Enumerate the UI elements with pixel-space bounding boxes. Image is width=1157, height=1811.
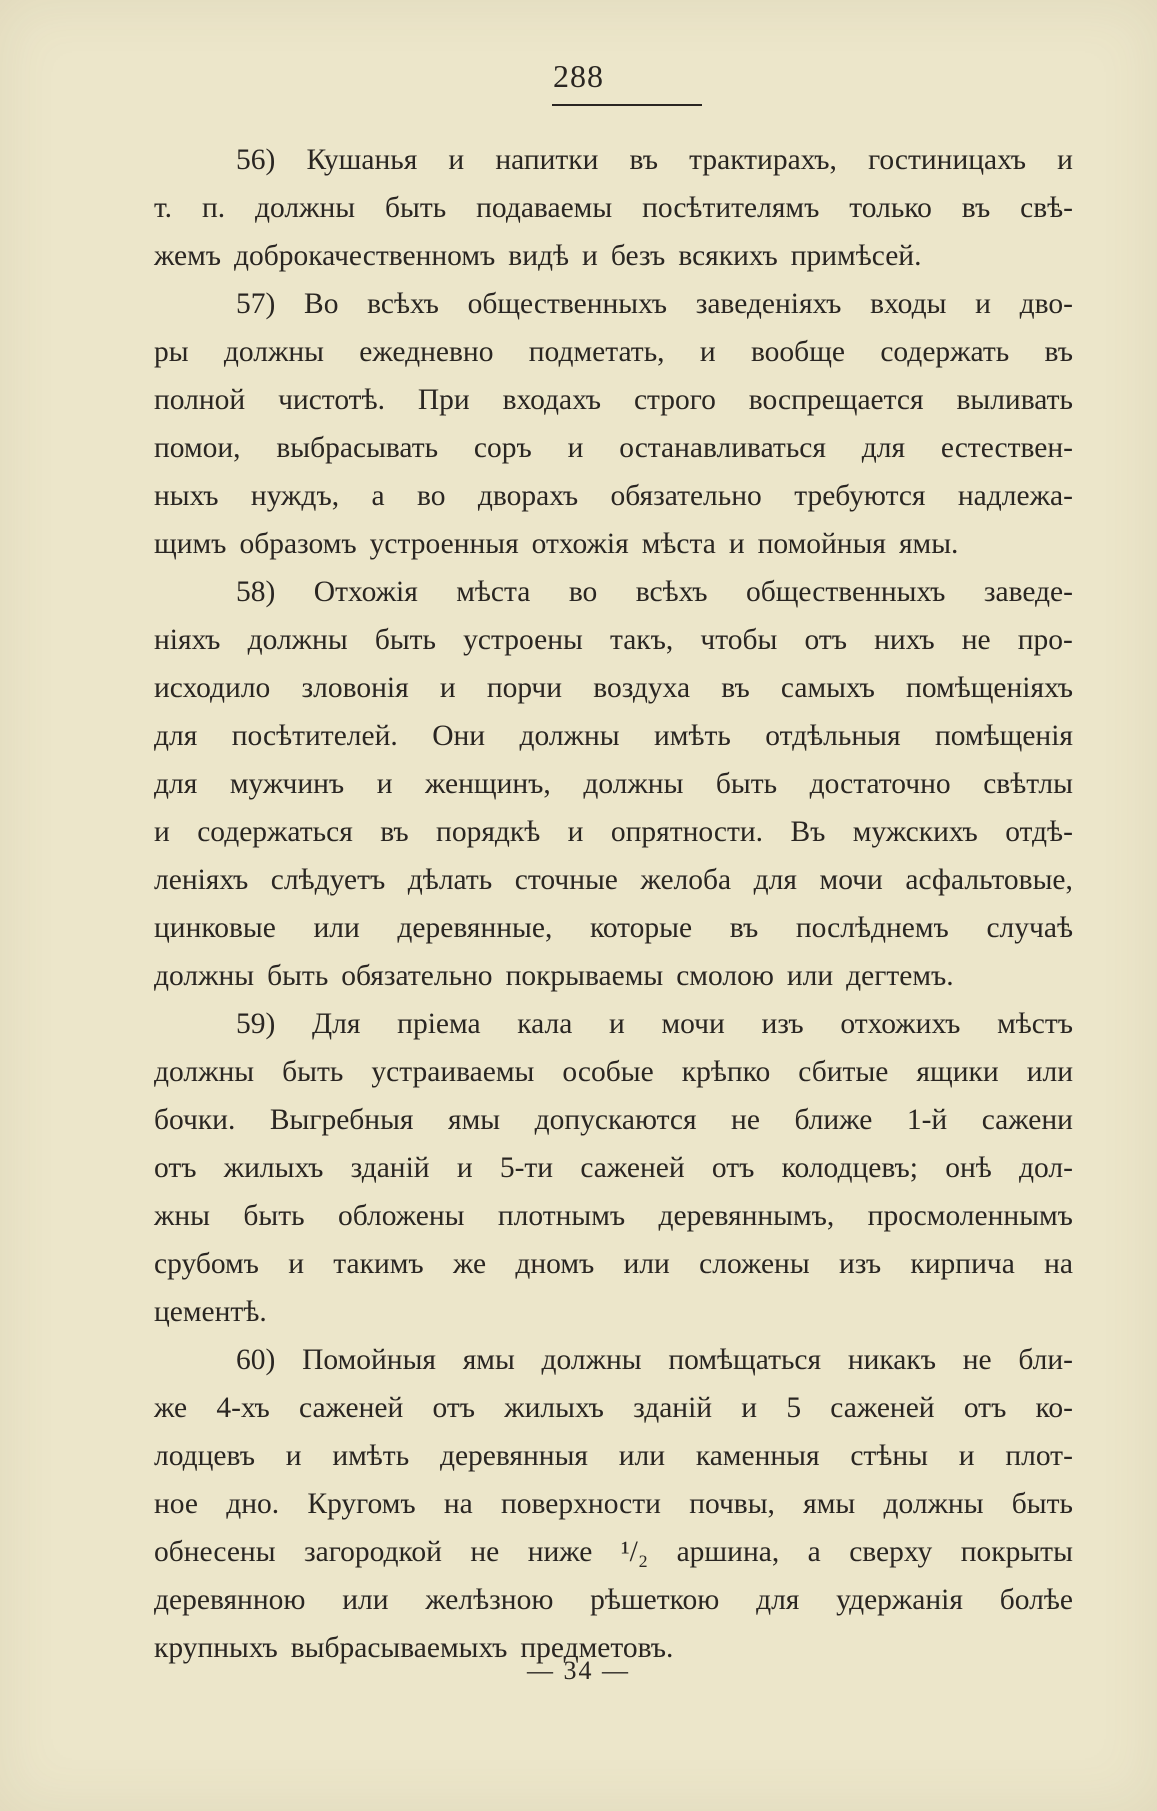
- word: обнесены: [154, 1536, 276, 1568]
- word: всѣхъ: [367, 288, 439, 320]
- word: саженей: [299, 1392, 404, 1424]
- word: ближе: [794, 1104, 873, 1136]
- word: имѣть: [654, 720, 731, 752]
- word: пріема: [397, 1008, 481, 1040]
- word: 58): [236, 576, 276, 608]
- word: не: [470, 1536, 500, 1568]
- word: общественныхъ: [745, 576, 946, 608]
- word: лодцевъ: [154, 1440, 255, 1472]
- word: въ: [961, 192, 991, 224]
- word: входы: [870, 288, 947, 320]
- word: загородкой: [303, 1536, 442, 1568]
- word: всѣхъ: [635, 576, 708, 608]
- word: и: [285, 1440, 302, 1472]
- word: доброкачественномъ: [234, 240, 496, 272]
- text-line: [154, 424, 1073, 472]
- word: 56): [236, 144, 276, 176]
- word: 1-й: [906, 1104, 948, 1136]
- word: мужскихъ: [852, 816, 978, 848]
- text-line: [154, 712, 1073, 760]
- word: отъ: [711, 1152, 755, 1184]
- word: соръ: [473, 432, 532, 464]
- word: свѣ-: [1020, 192, 1073, 224]
- word: должны: [223, 336, 324, 368]
- word: чистотѣ.: [278, 384, 385, 416]
- word: безъ: [610, 240, 666, 272]
- text-line: [154, 376, 1073, 424]
- word: или: [313, 912, 360, 944]
- word: или: [618, 1440, 666, 1472]
- word: ниже: [527, 1536, 593, 1568]
- word: выбрасывать: [276, 432, 439, 464]
- word: для: [154, 768, 198, 800]
- word: или: [342, 1584, 389, 1616]
- word: имѣть: [332, 1440, 410, 1472]
- word: подаваемы: [476, 192, 613, 224]
- word: и: [741, 1392, 758, 1424]
- word: деревянныя: [439, 1440, 588, 1472]
- word: и: [288, 1248, 305, 1280]
- word: сверху: [849, 1536, 933, 1568]
- word: дѣлать: [407, 864, 493, 896]
- word: нихъ: [874, 624, 935, 656]
- word: ніяхъ: [154, 624, 221, 656]
- word: дномъ: [515, 1248, 595, 1280]
- word: помѣщеніяхъ: [906, 672, 1073, 704]
- word: и: [975, 288, 991, 320]
- word: дворахъ: [477, 480, 579, 512]
- word: и: [439, 672, 456, 704]
- word: а: [807, 1536, 821, 1568]
- word: ямы.: [898, 528, 959, 560]
- word: во: [568, 576, 598, 608]
- word: выливать: [956, 384, 1073, 416]
- word: жилыхъ: [223, 1152, 324, 1184]
- word: покрыты: [960, 1536, 1073, 1568]
- word: отхожихъ: [840, 1008, 961, 1040]
- word: видѣ: [508, 240, 570, 272]
- word: 5: [786, 1392, 802, 1424]
- word: особые: [562, 1056, 654, 1088]
- word: Во: [304, 288, 339, 320]
- word: и: [582, 240, 598, 272]
- text-line: [154, 1048, 1073, 1096]
- word: во: [416, 480, 446, 512]
- word: жемъ: [154, 240, 222, 272]
- text-line: [154, 616, 1073, 664]
- word: случаѣ: [986, 912, 1073, 944]
- word: мочи: [661, 1008, 725, 1040]
- text-line: [154, 1576, 1073, 1624]
- word: стѣны: [850, 1440, 928, 1472]
- word: такъ,: [609, 624, 674, 656]
- word: ры: [154, 336, 189, 368]
- word: должны: [154, 960, 255, 992]
- word: для: [861, 432, 906, 464]
- word: дно.: [226, 1488, 280, 1520]
- word: помѣщаться: [668, 1344, 822, 1376]
- word: быть: [1011, 1488, 1073, 1520]
- word: саженей: [830, 1392, 935, 1424]
- word: деревяннымъ,: [658, 1200, 835, 1232]
- word: же: [452, 1248, 487, 1280]
- word: примѣсей.: [790, 240, 922, 272]
- word: гостиницахъ: [868, 144, 1027, 176]
- word: содержаться: [197, 816, 353, 848]
- text-line: [154, 1192, 1073, 1240]
- word: желоба: [640, 864, 732, 896]
- word: мужчинъ: [229, 768, 345, 800]
- word: воспрещается: [748, 384, 924, 416]
- word: 57): [236, 288, 276, 320]
- word: 59): [236, 1008, 276, 1040]
- word: въ: [729, 912, 759, 944]
- word: и: [456, 1152, 473, 1184]
- word: деревянною: [154, 1584, 306, 1616]
- word: и: [728, 528, 745, 560]
- word: должны: [247, 624, 348, 656]
- word: асфальтовые,: [905, 864, 1073, 896]
- word: или: [623, 1248, 670, 1280]
- word: въ: [629, 144, 658, 176]
- word: не: [961, 624, 991, 656]
- word: изъ: [761, 1008, 804, 1040]
- signature-mark: — 34 —: [527, 1656, 630, 1685]
- word: послѣднемъ: [795, 912, 949, 944]
- word: исходило: [154, 672, 271, 704]
- word: останавливаться: [619, 432, 826, 464]
- word: отъ: [963, 1392, 1007, 1424]
- word: быть: [267, 960, 329, 992]
- word: сложены: [699, 1248, 810, 1280]
- word: въ: [380, 816, 409, 848]
- word: полной: [154, 384, 246, 416]
- word: всякихъ: [678, 240, 778, 272]
- word: для: [154, 720, 198, 752]
- word: опрятности.: [610, 816, 764, 848]
- word: каменныя: [695, 1440, 820, 1472]
- word: щимъ: [154, 528, 227, 560]
- word: обложены: [337, 1200, 465, 1232]
- word: дол-: [1019, 1152, 1073, 1184]
- word: строго: [633, 384, 716, 416]
- word: мѣстъ: [997, 1008, 1073, 1040]
- text-line: [154, 1144, 1073, 1192]
- word: бли-: [1018, 1344, 1073, 1376]
- word: 4-хъ: [216, 1392, 270, 1424]
- word: общественныхъ: [467, 288, 667, 320]
- word: 5-ти: [499, 1152, 554, 1184]
- word: которые: [589, 912, 693, 944]
- word: и: [154, 816, 170, 848]
- page-number-rule: [552, 104, 702, 106]
- word: чтобы: [700, 624, 778, 656]
- word: отдѣльныя: [765, 720, 901, 752]
- word: въ: [1044, 336, 1073, 368]
- text-line: [154, 184, 1073, 232]
- word: почвы,: [689, 1488, 775, 1520]
- word: Выгребныя: [269, 1104, 414, 1136]
- word: ямы: [803, 1488, 856, 1520]
- word: ное: [154, 1488, 198, 1520]
- text-line: [154, 1288, 1073, 1336]
- word: болѣе: [999, 1584, 1073, 1616]
- word: заведе-: [983, 576, 1073, 608]
- word: Для: [312, 1008, 361, 1040]
- word: про-: [1017, 624, 1073, 656]
- word: дегтемъ.: [846, 960, 954, 992]
- word: обязательно: [610, 480, 762, 512]
- word: Помойныя: [302, 1344, 436, 1376]
- body-text: [154, 136, 1073, 1672]
- word: и: [567, 816, 584, 848]
- word: воздуха: [593, 672, 691, 704]
- word: рѣшеткою: [590, 1584, 720, 1616]
- word: зловонія: [301, 672, 409, 704]
- word: и: [448, 144, 465, 176]
- word: ямы: [462, 1344, 515, 1376]
- word: мочи: [819, 864, 883, 896]
- word: порядкѣ: [436, 816, 541, 848]
- text-line: [154, 952, 1073, 1000]
- word: входахъ: [502, 384, 602, 416]
- word: крупныхъ: [154, 1632, 278, 1664]
- word: должны: [519, 720, 620, 752]
- word: естествен-: [940, 432, 1073, 464]
- word: а: [371, 480, 385, 512]
- word: должны: [255, 192, 356, 224]
- word: и: [699, 336, 716, 368]
- word: нуждъ,: [250, 480, 340, 512]
- word: посѣтителямъ: [642, 192, 820, 224]
- word: мѣста: [456, 576, 531, 608]
- word: быть: [715, 768, 778, 800]
- word: самыхъ: [780, 672, 875, 704]
- text-line: [154, 1384, 1073, 1432]
- word: и: [376, 768, 393, 800]
- word: деревянные,: [397, 912, 553, 944]
- word: и: [567, 432, 584, 464]
- word: удержанія: [836, 1584, 963, 1616]
- word: быть: [385, 192, 447, 224]
- word: посѣтителей.: [231, 720, 398, 752]
- word: выбрасываемыхъ: [290, 1632, 508, 1664]
- word: или: [1026, 1056, 1073, 1088]
- word: крѣпко: [681, 1056, 771, 1088]
- word: устроены: [463, 624, 583, 656]
- word: обязательно: [341, 960, 493, 992]
- word: аршина,: [676, 1536, 780, 1568]
- word: изъ: [838, 1248, 882, 1280]
- word: колодцевъ;: [781, 1152, 918, 1184]
- word: сбитые: [798, 1056, 889, 1088]
- word: на: [443, 1488, 473, 1520]
- word: леніяхъ: [154, 864, 249, 896]
- word: предметовъ.: [520, 1632, 674, 1664]
- word: п.: [201, 192, 226, 224]
- text-line: [154, 1000, 1073, 1048]
- word: онѣ: [945, 1152, 992, 1184]
- word: порчи: [486, 672, 563, 704]
- word: на: [1044, 1248, 1073, 1280]
- text-line: [154, 1336, 1073, 1384]
- word: никакъ: [847, 1344, 936, 1376]
- word: ко-: [1035, 1392, 1073, 1424]
- word: плотнымъ: [497, 1200, 626, 1232]
- word: требуются: [794, 480, 926, 512]
- word: и: [1057, 144, 1073, 176]
- word: не: [731, 1104, 760, 1136]
- word: Кругомъ: [307, 1488, 416, 1520]
- word: или: [786, 960, 834, 992]
- word: дво-: [1019, 288, 1073, 320]
- word: помойныя: [757, 528, 886, 560]
- text-line: [154, 328, 1073, 376]
- word: вообще: [750, 336, 845, 368]
- text-line: [154, 520, 1073, 568]
- word: Кушанья: [306, 144, 418, 176]
- word: саженей: [580, 1152, 685, 1184]
- word: достаточно: [809, 768, 951, 800]
- text-line: [154, 568, 1073, 616]
- word: ямы: [448, 1104, 501, 1136]
- word: трактирахъ,: [689, 144, 837, 176]
- word: цементѣ.: [154, 1296, 267, 1328]
- word: помѣщенія: [934, 720, 1073, 752]
- word: зданій: [350, 1152, 430, 1184]
- text-line: [154, 1240, 1073, 1288]
- word: допускаются: [534, 1104, 697, 1136]
- word: подметать,: [528, 336, 665, 368]
- word: слѣдуетъ: [270, 864, 386, 896]
- word: цинковые: [154, 912, 276, 944]
- word: зданій: [633, 1392, 713, 1424]
- word: жилыхъ: [504, 1392, 604, 1424]
- text-line: [154, 856, 1073, 904]
- word: срубомъ: [154, 1248, 259, 1280]
- word: женщинъ,: [425, 768, 551, 800]
- word: ежедневно: [359, 336, 494, 368]
- word: отъ: [432, 1392, 476, 1424]
- word: заведеніяхъ: [695, 288, 842, 320]
- word: только: [849, 192, 932, 224]
- word: надлежа-: [957, 480, 1073, 512]
- word: ¹/₂: [620, 1536, 649, 1568]
- word: мѣста: [641, 528, 716, 560]
- text-line: [154, 1480, 1073, 1528]
- word: плот-: [1005, 1440, 1073, 1472]
- word: покрываемы: [505, 960, 664, 992]
- word: отъ: [804, 624, 847, 656]
- word: должны: [883, 1488, 984, 1520]
- word: отдѣ-: [1005, 816, 1073, 848]
- word: такимъ: [333, 1248, 424, 1280]
- word: устроенныя: [369, 528, 519, 560]
- word: напитки: [495, 144, 599, 176]
- text-line: [154, 472, 1073, 520]
- text-line: [154, 760, 1073, 808]
- word: желѣзною: [425, 1584, 554, 1616]
- word: ящики: [916, 1056, 999, 1088]
- word: сажени: [981, 1104, 1073, 1136]
- word: должны: [154, 1056, 255, 1088]
- word: должны: [541, 1344, 642, 1376]
- text-line: [154, 136, 1073, 184]
- word: т.: [154, 192, 173, 224]
- word: же: [154, 1392, 188, 1424]
- word: въ: [721, 672, 750, 704]
- text-line: [154, 1528, 1073, 1576]
- text-line: [154, 1096, 1073, 1144]
- text-line: [154, 232, 1073, 280]
- word: не: [962, 1344, 992, 1376]
- word: Въ: [790, 816, 826, 848]
- word: содержать: [880, 336, 1010, 368]
- word: Они: [432, 720, 486, 752]
- page-number: 288: [553, 58, 604, 94]
- word: устраиваемы: [371, 1056, 535, 1088]
- word: 60): [236, 1344, 276, 1376]
- word: бочки.: [154, 1104, 236, 1136]
- text-line: [154, 1432, 1073, 1480]
- word: кала: [517, 1008, 573, 1040]
- text-line: [154, 904, 1073, 952]
- word: просмоленнымъ: [867, 1200, 1073, 1232]
- text-line: [154, 664, 1073, 712]
- word: для: [753, 864, 797, 896]
- word: поверхности: [501, 1488, 661, 1520]
- word: Отхожія: [313, 576, 418, 608]
- text-line: [154, 280, 1073, 328]
- word: сточные: [514, 864, 618, 896]
- word: быть: [243, 1200, 305, 1232]
- word: быть: [374, 624, 436, 656]
- word: кирпича: [910, 1248, 1015, 1280]
- text-line: [154, 808, 1073, 856]
- word: жны: [154, 1200, 210, 1232]
- word: быть: [282, 1056, 344, 1088]
- word: образомъ: [239, 528, 357, 560]
- word: свѣтлы: [983, 768, 1073, 800]
- word: При: [417, 384, 470, 416]
- word: отъ: [154, 1152, 197, 1184]
- word: для: [756, 1584, 800, 1616]
- word: отхожія: [531, 528, 629, 560]
- word: и: [958, 1440, 975, 1472]
- word: ныхъ: [154, 480, 219, 512]
- word: помои,: [154, 432, 241, 464]
- word: смолою: [676, 960, 774, 992]
- word: и: [609, 1008, 625, 1040]
- word: должны: [583, 768, 684, 800]
